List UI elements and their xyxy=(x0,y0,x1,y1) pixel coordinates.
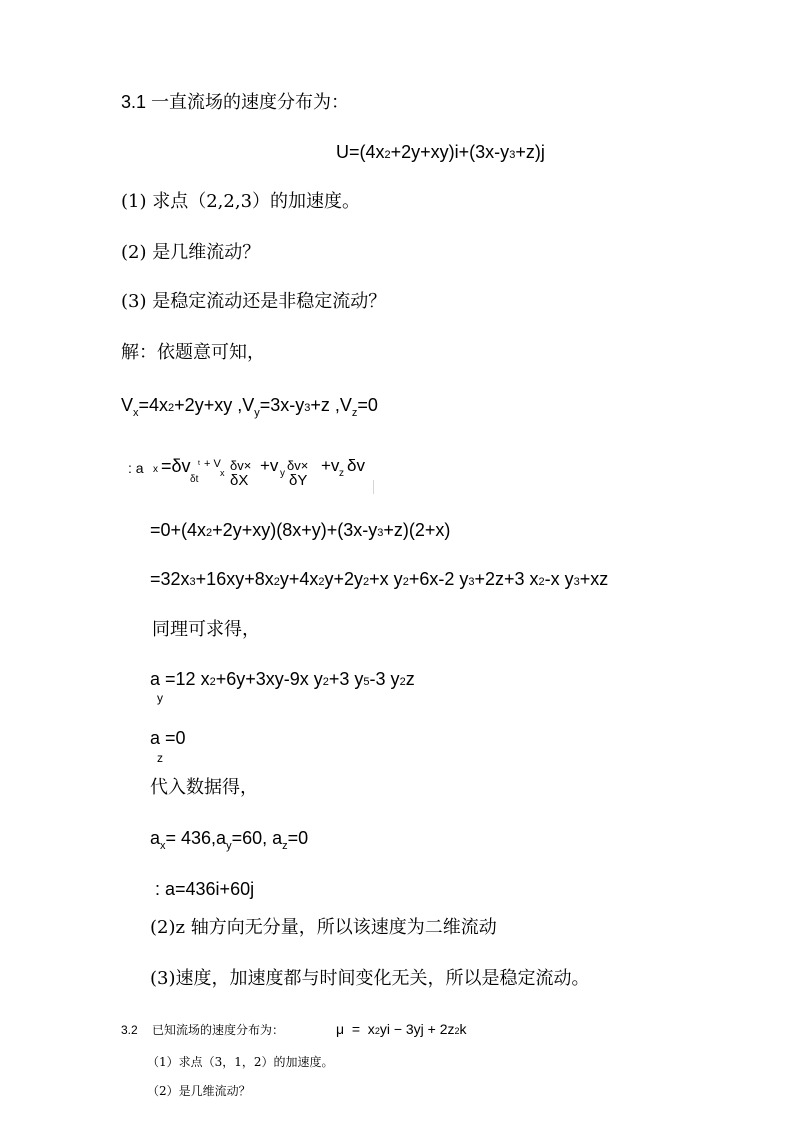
vy-coefficient: +v xyxy=(260,456,279,475)
vx-coefficient: + V xyxy=(204,458,221,470)
ax-subscript: x xyxy=(153,464,158,475)
t-mark: t xyxy=(198,460,200,467)
ax-formula xyxy=(128,456,388,496)
substitute-label: 代入数据得， xyxy=(150,777,258,798)
question-3: (3) 是稳定流动还是非稳定流动？ xyxy=(121,291,387,312)
ay-subscript: y xyxy=(157,691,163,705)
dvx-denominator: δX xyxy=(230,472,249,489)
problem-3-1-title xyxy=(121,93,349,112)
step-2-text: =32x3+16xy+8x2y+4x2y+2y2+x y2+6x-2 y3+2z+3 x2-x y3+xz xyxy=(150,569,609,589)
similarly-label: 同理可求得， xyxy=(152,619,260,640)
answer-2 xyxy=(150,918,497,937)
question-1: (1) 求点（2,2,3）的加速度。 xyxy=(121,191,361,212)
vz-subscript: z xyxy=(339,468,344,479)
az-subscript: z xyxy=(157,751,163,765)
az-value: =0 xyxy=(165,728,186,748)
dvy-denominator: δY xyxy=(289,472,308,489)
problem-3-2-q2: （2）是几维流动？ xyxy=(147,1084,251,1098)
answer-3-text: (3)速度，加速度都与时间变化无关，所以是稳定流动。 xyxy=(150,968,590,989)
therefore-symbol: : a xyxy=(128,460,144,476)
acceleration-results xyxy=(150,829,308,852)
derivation-step-1 xyxy=(150,521,450,539)
step-1-text: =0+(4x2+2y+xy)(8x+y)+(3x-y3+z)(2+x) xyxy=(150,520,451,540)
az-label: a xyxy=(150,728,161,748)
problem-statement: 一直流场的速度分布为： xyxy=(151,92,350,113)
vy-subscript: y xyxy=(280,468,285,479)
results-text: $a_x= 436,a_y=60$, $a_z=0$ xyxy=(150,828,309,852)
problem-number: 3.1 xyxy=(121,92,147,112)
derivation-step-2 xyxy=(150,570,608,588)
velocity-components xyxy=(121,396,378,419)
ay-expression xyxy=(150,670,415,688)
solution-label: 解：依题意可知， xyxy=(121,342,265,363)
answer-3 xyxy=(150,969,590,988)
velocity-components-text: $V_x=4x2+2y+xy$ $,V_y=3x-y3+z$ $,V_z=0$ xyxy=(121,395,378,419)
dvz-term: δv xyxy=(347,456,365,475)
dvy-numerator: δv× xyxy=(287,458,309,473)
dt-term: δt xyxy=(190,474,199,485)
acceleration-vector: : a=436i+60j xyxy=(155,879,255,899)
answer-2-text: (2)z 轴方向无分量，所以该速度为二维流动 xyxy=(150,917,497,938)
velocity-field-text: U=(4x2+2y+xy)i+(3x-y3+z)j xyxy=(336,142,545,162)
problem-3-2-q1: （1）求点（3，1，2）的加速度。 xyxy=(147,1055,334,1069)
velocity-field-formula xyxy=(336,143,545,161)
vz-coefficient: +v xyxy=(321,456,340,475)
az-expression xyxy=(150,729,186,747)
p32-velocity-text: μ = x2yi − 3yj + 2z2k xyxy=(336,1021,467,1037)
ay-text: =12 x2+6y+3xy-9x y2+3 y5-3 y2z xyxy=(165,669,415,689)
dvx-numerator: δv× xyxy=(230,458,252,473)
problem-3-2-velocity xyxy=(336,1022,467,1036)
dv-term: =δv xyxy=(161,456,191,476)
question-2: (2) 是几维流动？ xyxy=(121,242,261,263)
vx-subscript: x xyxy=(220,468,225,478)
problem-3-2-statement: 已知流场的速度分布为： xyxy=(152,1023,285,1037)
faint-mark xyxy=(373,480,374,494)
ay-label: a xyxy=(150,669,161,689)
problem-3-2-number: 3.2 xyxy=(121,1023,138,1037)
